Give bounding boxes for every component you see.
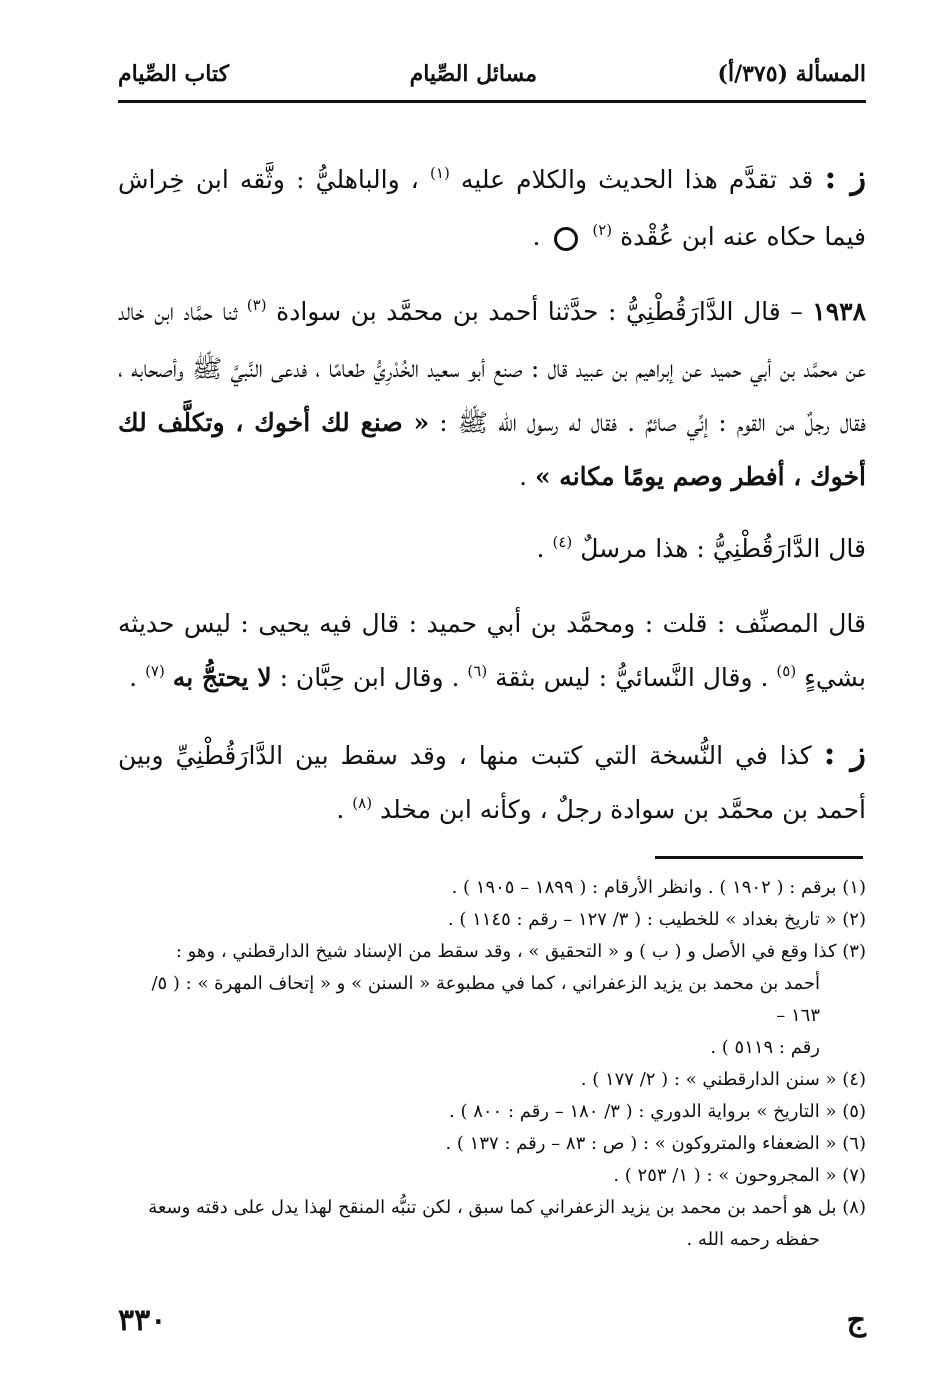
footnote-6 <box>118 1128 866 1160</box>
paragraph-text: . وقال ابن حِبَّان : <box>279 663 460 692</box>
header-book-title: كتاب الصِّيام <box>118 61 230 87</box>
footnote-8 <box>118 1192 866 1256</box>
paragraph-marker: ز : <box>823 734 867 772</box>
footnote-number: (١) <box>842 877 866 898</box>
paragraph-end: . <box>532 222 541 251</box>
paragraph-text: ثنا حمَّاد ابن خالد عن محمَّد بن أبي حميد عن إبراهيم بن عبيد قال : صنع أبو سعيد الخُدْرِيُّ طعامًا ، فدعى النَّبيَّ ﷺ وأصحابه ، فقال رجلٌ من القوم : إنِّي صائمٌ . فقال له رسول الله ﷺ : <box>118 297 867 437</box>
paragraph-end: . <box>519 462 528 491</box>
signature-mark: ج <box>846 1302 866 1338</box>
footnote-number: (٣) <box>842 941 866 962</box>
paragraph-5 <box>118 726 866 840</box>
footnote-7 <box>118 1160 866 1192</box>
paragraph-text: . وقال النَّسائيُّ : ليس بثقة <box>495 663 769 692</box>
paragraph-4 <box>118 597 866 708</box>
footnote-5 <box>118 1096 866 1128</box>
paragraph-end: . <box>129 663 138 692</box>
footnote-ref: (٧) <box>145 662 165 680</box>
footnote-ref: (٣) <box>246 296 267 314</box>
footnote-text: « المجروحون » : ( ١/ ٢٥٣ ) . <box>613 1165 837 1186</box>
footnote-number: (٧) <box>842 1165 866 1186</box>
paragraph-text: كذا في النُّسخة التي كتبت منها ، وقد سقط بين الدَّارَقُطْنِيِّ وبين أحمد بن محمَّد بن سوادة رجلٌ ، وكأنه ابن مخلد <box>118 741 866 824</box>
footnote-text: بل هو أحمد بن محمد بن يزيد الزعفراني كما سبق ، لكن تنبُّه المنقح لهذا يدل على دقته وسعة <box>148 1197 837 1218</box>
paragraph-end: . <box>536 534 545 563</box>
footnote-continuation: رقم : ٥١١٩ ) . <box>710 1037 820 1058</box>
page-footer <box>118 1300 866 1340</box>
footnote-4 <box>118 1064 866 1096</box>
paragraph-text: قال الدَّارَقُطْنِيُّ : هذا مرسلٌ <box>580 534 866 563</box>
footnote-number: (٢) <box>842 909 866 930</box>
header-chapter-title: مسائل الصِّيام <box>409 61 538 87</box>
paragraph-2 <box>118 285 866 504</box>
header-issue-number: المسألة (٣٧٥/أ) <box>717 61 866 87</box>
footnote-number: (٦) <box>842 1133 866 1154</box>
footnote-2 <box>118 904 866 936</box>
paragraph-marker: ز : <box>824 158 867 196</box>
footnote-number: (٤) <box>842 1069 866 1090</box>
paragraph-text: قد تقدَّم هذا الحديث والكلام عليه <box>460 165 814 194</box>
footnote-1 <box>118 872 866 904</box>
footnote-ref: (٥) <box>776 662 797 680</box>
hadith-number: ١٩٣٨ <box>812 297 867 326</box>
paragraph-end: . <box>336 795 345 824</box>
header-rule <box>118 100 866 103</box>
footnote-ref: (٢) <box>592 221 613 239</box>
end-circle-icon <box>554 227 578 251</box>
paragraph-text: – قال الدَّارَقُطْنِيُّ : حدَّثنا أحمد بن محمَّد بن سوادة <box>276 297 803 326</box>
footnote-number: (٥) <box>842 1101 866 1122</box>
footnote-continuation: أحمد بن محمد بن يزيد الزعفراني ، كما في مطبوعة « السنن » و « إتحاف المهرة » : ( ٥/ ١٦٣ – <box>151 973 820 1026</box>
footnote-separator <box>655 856 863 859</box>
footnote-ref: (٦) <box>467 662 488 680</box>
bold-phrase: لا يحتجُّ به <box>172 663 272 692</box>
footnote-continuation: حفظه رحمه الله . <box>686 1229 820 1250</box>
footnote-text: « تاريخ بغداد » للخطيب : ( ٣/ ١٢٧ – رقم : ١١٤٥ ) . <box>447 909 837 930</box>
footnotes <box>118 872 866 1256</box>
paragraph-text: قال المصنِّف : قلت : ومحمَّد بن أبي حميد : قال فيه يحيى : ليس حديثه بشيءٍ <box>118 609 866 692</box>
footnote-text: « الضعفاء والمتروكون » : ( ص : ٨٣ – رقم : ١٣٧ ) . <box>445 1133 837 1154</box>
running-header <box>118 52 866 96</box>
footnote-number: (٨) <box>842 1197 866 1218</box>
main-text <box>118 150 866 858</box>
paragraph-text: ، والباهليُّ : وثَّقه ابن خِراش فيما حكاه عنه ابن عُقْدة <box>118 165 866 251</box>
footnote-text: كذا وقع في الأصل و ( ب ) و « التحقيق » ، وقد سقط من الإسناد شيخ الدارقطني ، وهو : <box>175 941 837 962</box>
footnote-text: « التاريخ » برواية الدوري : ( ٣/ ١٨٠ – رقم : ٨٠٠ ) . <box>449 1101 837 1122</box>
paragraph-3 <box>118 522 866 579</box>
page-number: ٣٣٠ <box>118 1302 167 1338</box>
footnote-3 <box>118 936 866 1064</box>
hadith-quote: « صنع لك أخوك ، وتكلَّف لك أخوك ، أفطر وصم يومًا مكانه » <box>118 408 866 491</box>
footnote-text: برقم : ( ١٩٠٢ ) . وانظر الأرقام : ( ١٨٩٩ – ١٩٠٥ ) . <box>451 877 837 898</box>
footnote-ref: (١) <box>430 164 450 182</box>
footnote-text: « سنن الدارقطني » : ( ٢/ ١٧٧ ) . <box>580 1069 837 1090</box>
footnote-ref: (٤) <box>552 533 573 551</box>
paragraph-1 <box>118 150 866 267</box>
footnote-ref: (٨) <box>352 794 373 812</box>
